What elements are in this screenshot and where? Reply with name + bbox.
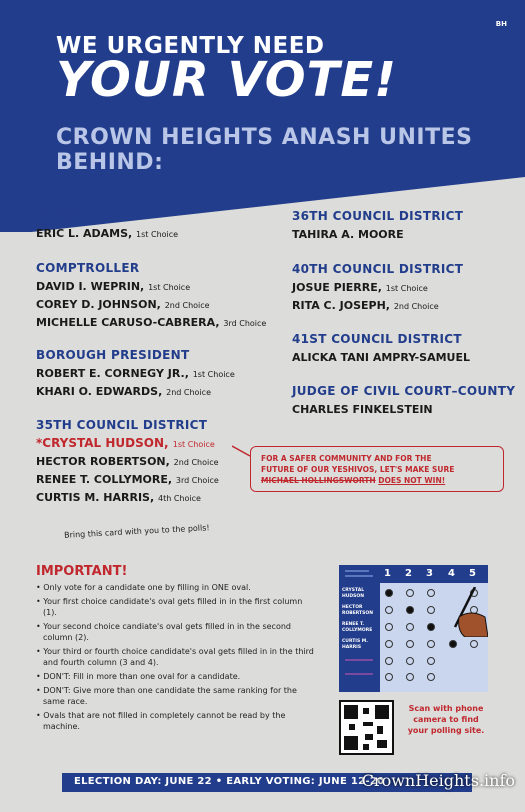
rule-item: • Your second choice candiate's oval gets filled in in the second column (2). bbox=[36, 622, 291, 642]
ballot-oval-filled bbox=[449, 640, 457, 648]
race-comptroller bbox=[36, 261, 266, 332]
ballot-oval-filled bbox=[406, 606, 414, 614]
ballot-oval-filled bbox=[385, 589, 393, 597]
candidate: KHARI O. EDWARDS, 2nd Choice bbox=[36, 385, 211, 398]
headline-your-vote: YOUR VOTE! bbox=[56, 52, 398, 108]
site-watermark: CrownHeights.info bbox=[361, 771, 515, 790]
ballot-oval bbox=[427, 589, 435, 597]
ballot-oval bbox=[427, 640, 435, 648]
ballot-oval-filled bbox=[427, 623, 435, 631]
alert-line-3: MICHAEL HOLLINGSWORTH DOES NOT WIN! bbox=[261, 476, 446, 485]
hand-pen-icon bbox=[451, 587, 488, 637]
rules-list bbox=[36, 582, 316, 735]
scan-instruction: Scan with phone camera to find your polling site. bbox=[407, 704, 485, 735]
candidate: MICHELLE CARUSO-CABRERA, 3rd Choice bbox=[36, 316, 267, 329]
ballot-col-4: 4 bbox=[448, 568, 455, 579]
important-title: IMPORTANT! bbox=[36, 564, 128, 579]
office-label: COMPTROLLER bbox=[36, 261, 140, 275]
candidate: RENEE T. COLLYMORE, 3rd Choice bbox=[36, 473, 219, 486]
candidate: ERIC L. ADAMS, 1st Choice bbox=[36, 227, 179, 240]
headline-unites: CROWN HEIGHTS ANASH UNITES BEHIND: bbox=[56, 125, 473, 175]
alert-box bbox=[250, 446, 504, 492]
ballot-oval bbox=[406, 589, 414, 597]
office-label: BOROUGH PRESIDENT bbox=[36, 348, 190, 362]
candidate: DAVID I. WEPRIN, 1st Choice bbox=[36, 280, 191, 293]
candidate: HECTOR ROBERTSON, 2nd Choice bbox=[36, 455, 219, 468]
ballot-col-3: 3 bbox=[426, 568, 433, 579]
arrow-connector bbox=[232, 444, 252, 458]
office-label: 35TH COUNCIL DISTRICT bbox=[36, 418, 208, 432]
rule-item: • Your third or fourth choice candidate's oval gets filled in in the third and fourth column (3 and 4). bbox=[36, 647, 314, 667]
ballot-oval bbox=[470, 640, 478, 648]
ballot-oval bbox=[406, 640, 414, 648]
ballot-col-2: 2 bbox=[405, 568, 412, 579]
ballot-col-1: 1 bbox=[384, 568, 391, 579]
ballot-row-label: CURTIS M. HARRIS bbox=[342, 639, 368, 650]
race-civil-court-judge bbox=[292, 384, 515, 418]
race-41st-district bbox=[292, 332, 470, 366]
candidate: CHARLES FINKELSTEIN bbox=[292, 403, 433, 416]
race-40th-district bbox=[292, 262, 463, 315]
candidate: ROBERT E. CORNEGY JR., 1st Choice bbox=[36, 367, 235, 380]
ballot-col-5: 5 bbox=[469, 568, 476, 579]
office-label: MAYOR bbox=[36, 208, 86, 222]
candidate: RITA C. JOSEPH, 2nd Choice bbox=[292, 299, 439, 312]
rule-item: • Ovals that are not filled in completely cannot be read by the machine. bbox=[36, 711, 286, 731]
ballot-line bbox=[345, 570, 369, 572]
race-36th-district bbox=[292, 209, 463, 243]
rule-item: • DON'T: Give more than one candidate the same ranking for the same race. bbox=[36, 686, 297, 706]
qr-code[interactable] bbox=[339, 700, 394, 755]
ballot-oval bbox=[385, 623, 393, 631]
ballot-row-label: HECTOR ROBERTSON bbox=[342, 605, 373, 616]
ballot-oval bbox=[427, 606, 435, 614]
race-35th-district bbox=[36, 418, 219, 507]
office-label: 36TH COUNCIL DISTRICT bbox=[292, 209, 464, 223]
office-label: JUDGE OF CIVIL COURT–COUNTY bbox=[292, 384, 516, 398]
ballot-oval bbox=[385, 657, 393, 665]
ballot-line bbox=[345, 659, 373, 661]
candidate-highlighted: *CRYSTAL HUDSON, 1st Choice bbox=[36, 436, 215, 450]
ballot-oval bbox=[406, 657, 414, 665]
ballot-oval bbox=[406, 623, 414, 631]
candidate: TAHIRA A. MOORE bbox=[292, 228, 404, 241]
candidate: ALICKA TANI AMPRY-SAMUEL bbox=[292, 351, 470, 364]
rule-item: • Only vote for a candidate one by filling in ONE oval. bbox=[36, 583, 251, 592]
rule-item: • DON'T: Fill in more than one oval for a candidate. bbox=[36, 672, 241, 681]
candidate: JOSUE PIERRE, 1st Choice bbox=[292, 281, 428, 294]
bh-mark: BH bbox=[495, 20, 507, 28]
candidate: COREY D. JOHNSON, 2nd Choice bbox=[36, 298, 210, 311]
ballot-oval bbox=[385, 606, 393, 614]
election-dates-banner: ELECTION DAY: JUNE 22 • EARLY VOTING: JUNE 12-20 bbox=[62, 773, 472, 792]
ballot-oval bbox=[406, 673, 414, 681]
ballot-line bbox=[345, 575, 373, 577]
candidate: CURTIS M. HARRIS, 4th Choice bbox=[36, 491, 201, 504]
ballot-row-label: CRYSTAL HUDSON bbox=[342, 588, 365, 599]
rule-item: • Your first choice candidate's oval gets filled in in the first column (1). bbox=[36, 597, 303, 617]
bring-card-note: Bring this card with you to the polls! bbox=[63, 523, 210, 540]
race-mayor bbox=[36, 208, 178, 243]
alert-line-1: FOR A SAFER COMMUNITY AND FOR THE bbox=[261, 454, 432, 463]
sample-ballot bbox=[339, 565, 488, 692]
office-label: 40TH COUNCIL DISTRICT bbox=[292, 262, 464, 276]
ballot-oval bbox=[427, 657, 435, 665]
ballot-header bbox=[339, 565, 488, 583]
ballot-line bbox=[345, 673, 373, 675]
ballot-oval bbox=[427, 673, 435, 681]
ballot-oval bbox=[385, 673, 393, 681]
headline-urgent: WE URGENTLY NEED bbox=[56, 33, 325, 59]
ballot-oval bbox=[385, 640, 393, 648]
office-label: 41ST COUNCIL DISTRICT bbox=[292, 332, 462, 346]
alert-line-2: FUTURE OF OUR YESHIVOS, LET'S MAKE SURE bbox=[261, 465, 455, 474]
ballot-row-label: RENEE T. COLLYMORE bbox=[342, 622, 373, 633]
race-borough-president bbox=[36, 348, 235, 401]
